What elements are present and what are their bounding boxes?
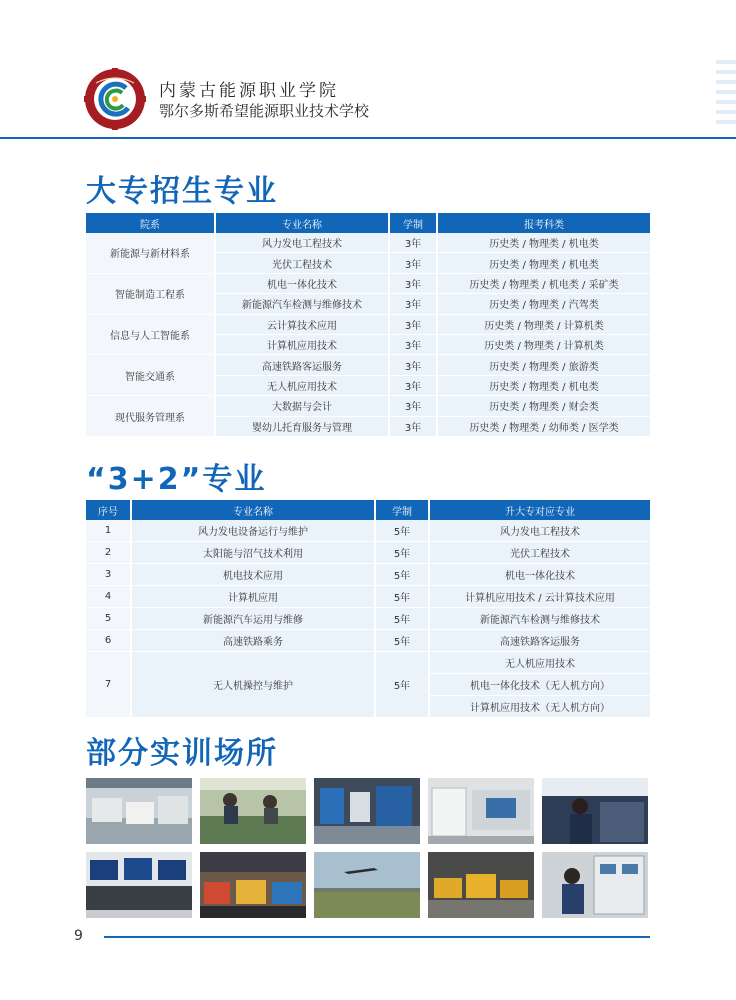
upgrade-major-cell: 机电一体化技术（无人机方向） xyxy=(430,674,650,696)
training-photo xyxy=(86,778,192,844)
table-row xyxy=(86,355,650,375)
years-cell: 3年 xyxy=(390,294,438,314)
years-cell: 5年 xyxy=(376,630,430,652)
major-cell: 高速铁路乘务 xyxy=(132,630,376,652)
column-header: 院系 xyxy=(86,213,216,233)
years-cell: 5年 xyxy=(376,586,430,608)
table-row xyxy=(86,396,650,416)
years-cell: 3年 xyxy=(390,315,438,335)
major-cell: 机电一体化技术 xyxy=(216,274,390,294)
table-row xyxy=(86,564,650,586)
upgrade-major-cell: 无人机应用技术 xyxy=(430,652,650,674)
years-cell: 5年 xyxy=(376,542,430,564)
section-title-3plus2-majors: “3+2”专业 xyxy=(86,462,267,497)
upgrade-major-cell: 风力发电工程技术 xyxy=(430,520,650,542)
category-cell: 历史类 / 物理类 / 机电类 / 采矿类 xyxy=(438,274,650,294)
major-cell: 风力发电工程技术 xyxy=(216,233,390,253)
major-cell: 太阳能与沼气技术利用 xyxy=(132,542,376,564)
category-cell: 历史类 / 物理类 / 计算机类 xyxy=(438,335,650,355)
years-cell: 3年 xyxy=(390,274,438,294)
upgrade-major-cell: 机电一体化技术 xyxy=(430,564,650,586)
major-cell: 无人机操控与维护 xyxy=(132,652,376,718)
training-photo xyxy=(428,852,534,918)
category-cell: 历史类 / 物理类 / 幼师类 / 医学类 xyxy=(438,417,650,437)
training-photo xyxy=(428,778,534,844)
table-row xyxy=(86,586,650,608)
table-row xyxy=(86,652,650,674)
number-cell: 1 xyxy=(86,520,132,542)
training-photo xyxy=(314,852,420,918)
years-cell: 5年 xyxy=(376,520,430,542)
years-cell: 3年 xyxy=(390,355,438,375)
years-cell: 5年 xyxy=(376,608,430,630)
upgrade-major-cell: 计算机应用技术 / 云计算技术应用 xyxy=(430,586,650,608)
major-cell: 风力发电设备运行与维护 xyxy=(132,520,376,542)
upgrade-major-cell: 光伏工程技术 xyxy=(430,542,650,564)
table-row xyxy=(86,274,650,294)
number-cell: 4 xyxy=(86,586,132,608)
years-cell: 3年 xyxy=(390,376,438,396)
years-cell: 3年 xyxy=(390,417,438,437)
training-photo xyxy=(314,778,420,844)
major-cell: 计算机应用技术 xyxy=(216,335,390,355)
column-header: 序号 xyxy=(86,500,132,520)
department-cell: 新能源与新材料系 xyxy=(86,233,216,274)
column-header: 学制 xyxy=(376,500,430,520)
school-name-secondary: 鄂尔多斯希望能源职业技术学校 xyxy=(159,102,370,120)
header-divider xyxy=(0,137,736,139)
upgrade-major-cell: 计算机应用技术（无人机方向） xyxy=(430,696,650,718)
training-photo xyxy=(200,778,306,844)
years-cell: 5年 xyxy=(376,652,430,718)
training-photo xyxy=(542,852,648,918)
number-cell: 3 xyxy=(86,564,132,586)
column-header: 报考科类 xyxy=(438,213,650,233)
years-cell: 3年 xyxy=(390,233,438,253)
table-row xyxy=(86,520,650,542)
category-cell: 历史类 / 物理类 / 机电类 xyxy=(438,253,650,273)
category-cell: 历史类 / 物理类 / 机电类 xyxy=(438,233,650,253)
years-cell: 3年 xyxy=(390,253,438,273)
training-photo xyxy=(542,778,648,844)
section-title-training-sites: 部分实训场所 xyxy=(86,736,278,771)
upgrade-major-cell: 高速铁路客运服务 xyxy=(430,630,650,652)
upgrade-major-cell: 新能源汽车检测与维修技术 xyxy=(430,608,650,630)
category-cell: 历史类 / 物理类 / 机电类 xyxy=(438,376,650,396)
major-cell: 新能源汽车检测与维修技术 xyxy=(216,294,390,314)
footer-divider xyxy=(104,936,650,938)
school-logo xyxy=(84,68,146,130)
table-row xyxy=(86,630,650,652)
table-row xyxy=(86,608,650,630)
training-photo xyxy=(86,852,192,918)
page-header xyxy=(0,0,736,140)
table-header-row xyxy=(86,500,650,520)
major-cell: 光伏工程技术 xyxy=(216,253,390,273)
department-cell: 智能交通系 xyxy=(86,355,216,396)
years-cell: 5年 xyxy=(376,564,430,586)
years-cell: 3年 xyxy=(390,396,438,416)
table-header-row xyxy=(86,213,650,233)
department-cell: 信息与人工智能系 xyxy=(86,315,216,356)
column-header: 升大专对应专业 xyxy=(430,500,650,520)
number-cell: 6 xyxy=(86,630,132,652)
number-cell: 2 xyxy=(86,542,132,564)
column-header: 专业名称 xyxy=(216,213,390,233)
major-cell: 大数据与会计 xyxy=(216,396,390,416)
table-row xyxy=(86,233,650,253)
table-row xyxy=(86,542,650,564)
department-cell: 智能制造工程系 xyxy=(86,274,216,315)
header-decoration xyxy=(716,60,736,136)
table-row xyxy=(86,315,650,335)
major-cell: 计算机应用 xyxy=(132,586,376,608)
category-cell: 历史类 / 物理类 / 财会类 xyxy=(438,396,650,416)
major-cell: 婴幼儿托育服务与管理 xyxy=(216,417,390,437)
major-cell: 云计算技术应用 xyxy=(216,315,390,335)
column-header: 学制 xyxy=(390,213,438,233)
page-number: 9 xyxy=(74,928,83,944)
major-cell: 高速铁路客运服务 xyxy=(216,355,390,375)
category-cell: 历史类 / 物理类 / 旅游类 xyxy=(438,355,650,375)
major-cell: 机电技术应用 xyxy=(132,564,376,586)
years-cell: 3年 xyxy=(390,335,438,355)
school-name-primary: 内蒙古能源职业学院 xyxy=(159,81,339,101)
training-photo-grid xyxy=(86,776,650,918)
section-title-college-majors: 大专招生专业 xyxy=(86,174,278,209)
number-cell: 7 xyxy=(86,652,132,718)
number-cell: 5 xyxy=(86,608,132,630)
major-cell: 新能源汽车运用与维修 xyxy=(132,608,376,630)
college-majors-table xyxy=(86,213,650,437)
category-cell: 历史类 / 物理类 / 汽驾类 xyxy=(438,294,650,314)
training-photo xyxy=(200,852,306,918)
major-cell: 无人机应用技术 xyxy=(216,376,390,396)
3plus2-majors-table xyxy=(86,500,650,718)
department-cell: 现代服务管理系 xyxy=(86,396,216,437)
column-header: 专业名称 xyxy=(132,500,376,520)
category-cell: 历史类 / 物理类 / 计算机类 xyxy=(438,315,650,335)
